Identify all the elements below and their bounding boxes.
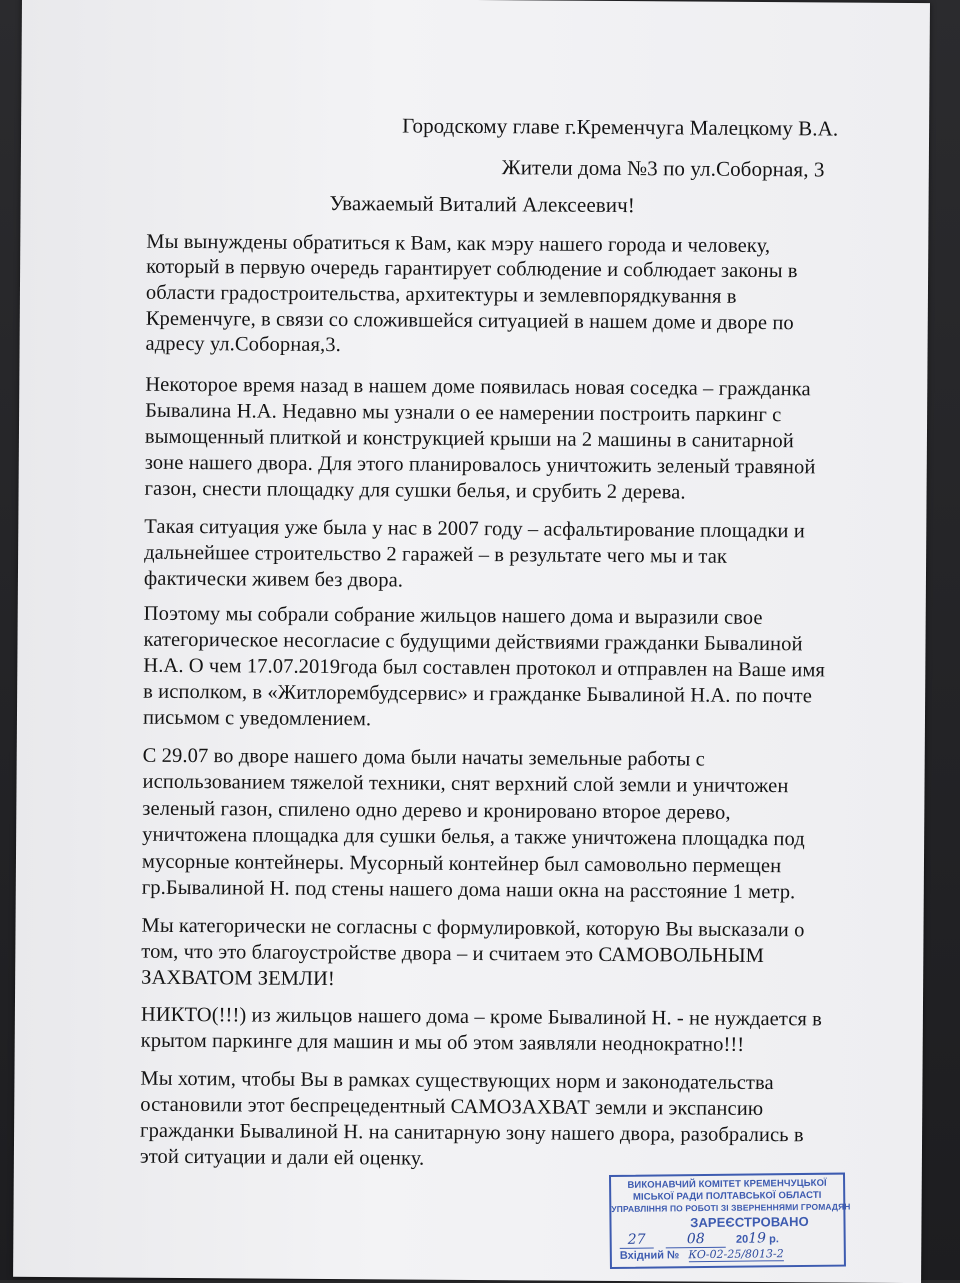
body-line: вымощенный плиткой и конструкцией крыши на 2 машины в санитарной	[144, 425, 794, 453]
addressee: Городскому главе г.Кременчуга Малецкому В.А.	[402, 113, 839, 141]
stamp-date-suffix: р.	[769, 1233, 779, 1246]
body-line: НИКТО(!!!) из жильцов нашего дома – кроме Бывалиной Н. - не нуждается в	[140, 1003, 823, 1031]
body-line: С 29.07 во дворе нашего дома были начаты земельные работы с	[142, 744, 705, 771]
stamp-line-1: ВИКОНАВЧИЙ КОМІТЕТ КРЕМЕНЧУЦЬКОЇ	[627, 1177, 827, 1191]
body-line: который в первую очередь гарантирует соблюдение и соблюдает законы в	[146, 255, 798, 283]
body-line: гр.Бывалиной Н. под стены нашего дома наши окна на расстояние 1 метр.	[141, 876, 796, 904]
body-line: Некоторое время назад в нашем доме появилась новая соседка – гражданка	[145, 373, 811, 401]
body-line: области градостроительства, архитектуры и землевпорядкування в	[145, 281, 737, 308]
body-line: зоне нашего двора. Для этого планировалось уничтожить зеленый травяной	[144, 451, 816, 479]
body-line: зеленый газон, спилено одно дерево и кронировано второе дерево,	[142, 797, 731, 824]
body-line: письмом с уведомлением.	[142, 706, 372, 731]
body-line: газон, снести площадку для сушки белья, и срубить 2 дерева.	[144, 477, 686, 504]
body-line: Мы вынуждены обратиться к Вам, как мэру нашего города и человеку,	[146, 230, 771, 258]
sender: Жители дома №3 по ул.Соборная, 3	[501, 155, 825, 182]
body-line: Мы категорически не согласны с формулировкой, которую Вы высказали о	[141, 914, 805, 942]
stamp-date-month: 08	[666, 1231, 726, 1249]
stamp-incoming-number: КО-02-25/8013-2	[688, 1247, 784, 1262]
body-line: Н.А. О чем 17.07.2019года был составлен протокол и отправлен на Ваше имя	[143, 654, 826, 682]
stamp-date-year-prefix: 20	[735, 1233, 749, 1246]
body-line: категорическое несогласие с будущими действиями гражданки Бывалиной	[143, 628, 803, 656]
body-line: адресу ул.Соборная,3.	[145, 332, 341, 357]
body-line: Мы хотим, чтобы Вы в рамках существующих норм и законодательства	[140, 1067, 774, 1095]
body-line: остановили этот беспрецедентный САМОЗАХВАТ земли и экспансию	[140, 1093, 764, 1121]
stamp-incoming-label: Вхідний №	[619, 1249, 680, 1262]
body-line: крытом паркинге для машин и мы об этом заявляли неоднократно!!!	[140, 1029, 745, 1056]
salutation: Уважаемый Виталий Алексеевич!	[329, 190, 636, 218]
registration-stamp	[609, 1173, 851, 1269]
body-line: использованием тяжелой техники, снят верхний слой земли и уничтожен	[142, 770, 789, 798]
body-line: уничтожена площадка для сушки белья, а также уничтожена площадка под	[142, 823, 805, 851]
body-line: мусорные контейнеры. Мусорный контейнер был самовольно пермещен	[141, 850, 782, 878]
stamp-incoming-row	[620, 1247, 838, 1263]
stamp-registered: ЗАРЕЄСТРОВАНО	[690, 1213, 809, 1231]
body-line: Такая ситуация уже была у нас в 2007 году – асфальтирование площадки и	[144, 515, 805, 543]
letter-page	[13, 0, 930, 1283]
body-line: том, что это благоустройстве двора – и считаем это САМОВОЛЬНЫМ	[141, 940, 765, 968]
stamp-date-day: 27	[620, 1232, 654, 1249]
body-line: гражданки Бывалиной Н. на санитарную зону нашего двора, разобрались в	[140, 1119, 804, 1147]
body-line: Бывалина Н.А. Недавно мы узнали о ее намерении построить паркинг с	[145, 399, 782, 427]
stamp-line-2: МІСЬКОЇ РАДИ ПОЛТАВСЬКОЇ ОБЛАСТІ	[632, 1189, 822, 1203]
body-line: этой ситуации и дали ей оценку.	[139, 1145, 425, 1170]
body-line: Поэтому мы собрали собрание жильцов нашего дома и выразили свое	[143, 602, 763, 630]
stamp-line-3: УПРАВЛІННЯ ПО РОБОТІ ЗІ ЗВЕРНЕННЯМИ ГРОМАДЯН	[611, 1201, 851, 1215]
body-line: дальнейшее строительство 2 гаражей – в результате чего мы и так	[144, 541, 728, 568]
body-line: фактически живем без двора.	[143, 567, 404, 592]
body-line: Кременчуге, в связи со сложившейся ситуацией в нашем доме и дворе по	[145, 307, 794, 335]
stamp-date-year: 19	[748, 1230, 767, 1247]
body-line: в исполком, в «Житлорембудсервис» и гражданке Бывалиной Н.А. по почте	[143, 680, 813, 708]
body-line: ЗАХВАТОМ ЗЕМЛИ!	[141, 966, 335, 991]
